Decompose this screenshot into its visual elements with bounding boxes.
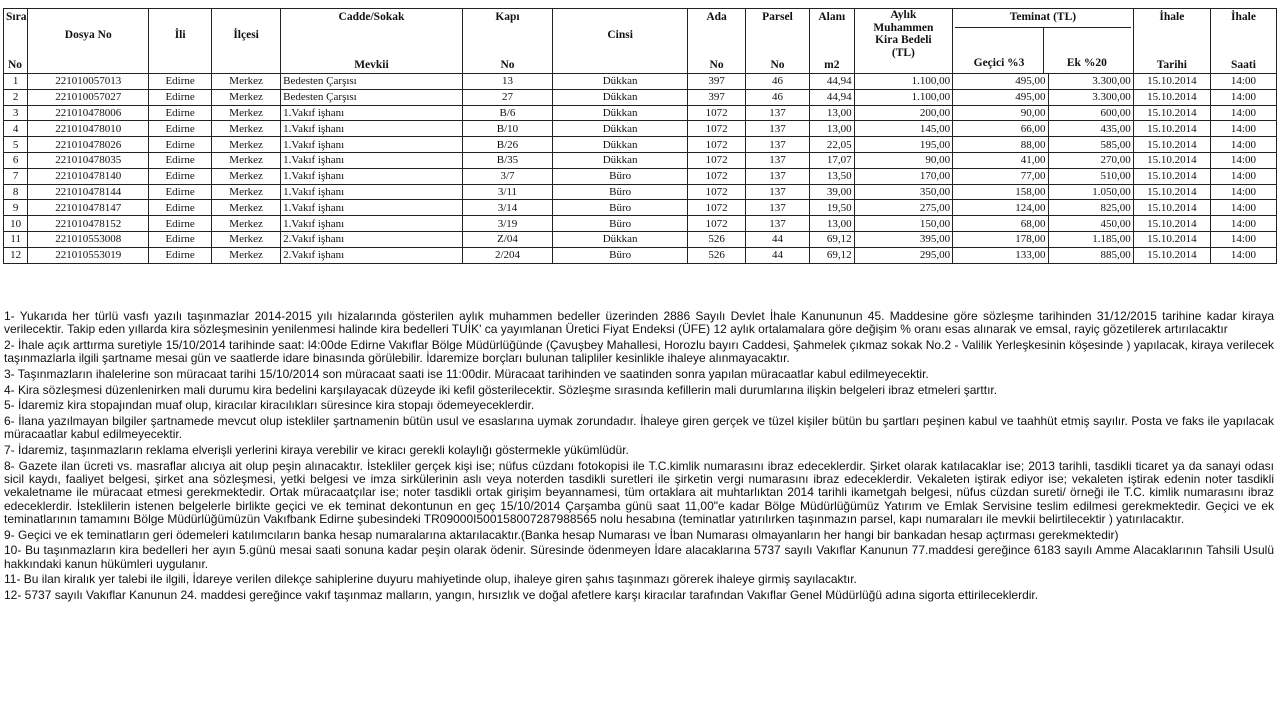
ihale-tarihi-cell: 15.10.2014 — [1133, 216, 1210, 232]
ek-teminat-cell: 1.185,00 — [1048, 231, 1133, 247]
sira-cell: 6 — [4, 152, 28, 168]
dosya-header-label: Dosya No — [64, 29, 112, 41]
col-header-ihale-tarihi — [1133, 9, 1210, 74]
parsel-no-cell: 137 — [746, 168, 810, 184]
gecici-teminat-cell: 133,00 — [953, 247, 1048, 263]
sira-cell: 4 — [4, 121, 28, 137]
dosya-no-cell: 221010478035 — [28, 152, 149, 168]
ada-header-top: Ada — [706, 11, 727, 23]
table-row — [4, 74, 1277, 90]
kapi-no-cell: 13 — [462, 74, 552, 90]
ilce-cell: Merkez — [212, 200, 281, 216]
parsel-header-top: Parsel — [762, 11, 793, 23]
ihale-tarihi-cell: 15.10.2014 — [1133, 200, 1210, 216]
alan-cell: 19,50 — [809, 200, 854, 216]
mevkii-cell: 2.Vakıf işhanı — [281, 247, 463, 263]
gecici-teminat-cell: 77,00 — [953, 168, 1048, 184]
ihale-tarihi-cell: 15.10.2014 — [1133, 247, 1210, 263]
condition-note: 4- Kira sözleşmesi düzenlenirken mali durumu kira bedelini karşılayacak düzeyde iki kefil gösterilecektir. Sözleşme sırasında kefillerin mali durumlarına ilişkin belgeleri ibraz etmeleri şarttır. — [4, 382, 998, 397]
gecici-teminat-cell: 495,00 — [953, 89, 1048, 105]
condition-note: 2- İhale açık arttırma suretiyle 15/10/2014 tarihinde saat: l4:00de Edirne Vakıflar Bölge Müdürlüğünde (Çavuşbey Mahallesi, Horozlu bayırı Caddesi, Şahmelek çıkmaz sokak No.2 - Valilik Yerleşkesinin köşesinde ) yapılacak, kiraya verilecek taşınmazlarla ilgili şartname mesai gün ve saatlerde idare binasında görülebilir. İdaremize borçları bulunan talipliler kesinlikle ihaleye alınmayacaktır. — [4, 337, 1274, 366]
dosya-no-cell: 221010478140 — [28, 168, 149, 184]
cinsi-cell: Dükkan — [553, 105, 688, 121]
sira-cell: 5 — [4, 137, 28, 153]
col-header-parsel-no — [746, 9, 810, 74]
ada-no-cell: 1072 — [688, 152, 746, 168]
kapi-no-cell: Z/04 — [462, 231, 552, 247]
alan-cell: 13,00 — [809, 105, 854, 121]
ihale-saati-cell: 14:00 — [1210, 121, 1276, 137]
ek-teminat-cell: 510,00 — [1048, 168, 1133, 184]
mevkii-cell: 1.Vakıf işhanı — [281, 216, 463, 232]
alani-header-bottom: m2 — [824, 59, 840, 71]
gecici-teminat-cell: 41,00 — [953, 152, 1048, 168]
ihale-saati-cell: 14:00 — [1210, 105, 1276, 121]
mevkii-cell: 1.Vakıf işhanı — [281, 184, 463, 200]
ihale-saati-cell: 14:00 — [1210, 184, 1276, 200]
ihale-tarihi-cell: 15.10.2014 — [1133, 74, 1210, 90]
parsel-no-cell: 44 — [746, 231, 810, 247]
cadde-header-top: Cadde/Sokak — [338, 11, 405, 23]
ilce-cell: Merkez — [212, 137, 281, 153]
ilce-cell: Merkez — [212, 89, 281, 105]
sira-header-bottom: No — [8, 59, 23, 71]
ada-no-cell: 526 — [688, 231, 746, 247]
il-cell: Edirne — [149, 105, 212, 121]
gecici-teminat-cell: 124,00 — [953, 200, 1048, 216]
dosya-no-cell: 221010057013 — [28, 74, 149, 90]
cinsi-header-label: Cinsi — [607, 29, 633, 41]
cinsi-cell: Büro — [553, 184, 688, 200]
col-header-teminat — [953, 9, 1134, 74]
parsel-no-cell: 44 — [746, 247, 810, 263]
ihale-saati-cell: 14:00 — [1210, 137, 1276, 153]
kapi-no-cell: B/35 — [462, 152, 552, 168]
ada-no-cell: 1072 — [688, 121, 746, 137]
mevkii-cell: 1.Vakıf işhanı — [281, 137, 463, 153]
ada-no-cell: 1072 — [688, 184, 746, 200]
cinsi-cell: Dükkan — [553, 137, 688, 153]
dosya-no-cell: 221010478010 — [28, 121, 149, 137]
kira-bedeli-cell: 90,00 — [854, 152, 952, 168]
dosya-no-cell: 221010478152 — [28, 216, 149, 232]
ihale-tarihi-cell: 15.10.2014 — [1133, 231, 1210, 247]
ilce-cell: Merkez — [212, 168, 281, 184]
table-row — [4, 89, 1277, 105]
ek-teminat-cell: 270,00 — [1048, 152, 1133, 168]
table-row — [4, 247, 1277, 263]
sira-cell: 10 — [4, 216, 28, 232]
cinsi-cell: Dükkan — [553, 74, 688, 90]
ihale-tarihi-header-top: İhale — [1159, 11, 1185, 23]
kapi-no-cell: 3/11 — [462, 184, 552, 200]
condition-note: 1- Yukarıda her türlü vasfı yazılı taşınmazlar 2014-2015 yılı hizalarında gösterilen aylık muhammen bedeller üzerinden 2886 Sayılı Devlet İhale Kanununun 45. Maddesine göre sözleşme tarihinden 31/12/2015 tarihine kadar kiraya verilecektir. Takip eden yıllarda kira sözleşmesinin yenilenmesi halinde kira bedelleri TUİK' ca yayımlanan Üretici Fiyat Endeksi (ÜFE) 12 aylık ortalamalara göre değişim % oranı esas alınarak ve emsal, rayiç gözetilerek artırılacaktır — [4, 309, 1274, 337]
parsel-no-cell: 46 — [746, 89, 810, 105]
ihale-saati-header-top: İhale — [1231, 11, 1256, 23]
ilce-cell: Merkez — [212, 231, 281, 247]
col-header-cadde-mevkii — [281, 9, 463, 74]
mevkii-cell: Bedesten Çarşısı — [281, 74, 463, 90]
cinsi-cell: Dükkan — [553, 231, 688, 247]
ili-header-label: İli — [174, 29, 186, 41]
parsel-no-cell: 137 — [746, 105, 810, 121]
kapi-no-cell: B/10 — [462, 121, 552, 137]
table-row — [4, 184, 1277, 200]
ihale-tarihi-cell: 15.10.2014 — [1133, 105, 1210, 121]
table-row — [4, 168, 1277, 184]
dosya-no-cell: 221010478147 — [28, 200, 149, 216]
alan-cell: 44,94 — [809, 74, 854, 90]
sira-cell: 7 — [4, 168, 28, 184]
il-cell: Edirne — [149, 152, 212, 168]
table-row — [4, 105, 1277, 121]
cinsi-cell: Dükkan — [553, 89, 688, 105]
kira-bedeli-cell: 200,00 — [854, 105, 952, 121]
ek-teminat-cell: 585,00 — [1048, 137, 1133, 153]
mevkii-cell: 1.Vakıf işhanı — [281, 200, 463, 216]
cinsi-cell: Büro — [553, 247, 688, 263]
alan-cell: 13,00 — [809, 216, 854, 232]
ihale-tarihi-cell: 15.10.2014 — [1133, 121, 1210, 137]
ihale-tarihi-cell: 15.10.2014 — [1133, 137, 1210, 153]
sira-cell: 12 — [4, 247, 28, 263]
sira-cell: 8 — [4, 184, 28, 200]
sira-cell: 2 — [4, 89, 28, 105]
parsel-no-cell: 46 — [746, 74, 810, 90]
ihale-saati-cell: 14:00 — [1210, 247, 1276, 263]
ek-header-label: Ek %20 — [1066, 57, 1107, 69]
ek-teminat-cell: 3.300,00 — [1048, 89, 1133, 105]
col-header-dosya-no — [28, 9, 149, 74]
cinsi-cell: Büro — [553, 216, 688, 232]
kira-bedeli-cell: 1.100,00 — [854, 89, 952, 105]
kira-bedeli-cell: 395,00 — [854, 231, 952, 247]
mevkii-cell: 1.Vakıf işhanı — [281, 152, 463, 168]
gecici-teminat-cell: 90,00 — [953, 105, 1048, 121]
col-header-kira-bedeli — [854, 9, 952, 74]
mevkii-cell: 2.Vakıf işhanı — [281, 231, 463, 247]
ada-no-cell: 1072 — [688, 216, 746, 232]
ihale-saati-cell: 14:00 — [1210, 152, 1276, 168]
dosya-no-cell: 221010478006 — [28, 105, 149, 121]
parsel-no-cell: 137 — [746, 200, 810, 216]
ada-header-bottom: No — [709, 59, 724, 71]
kira-bedeli-cell: 170,00 — [854, 168, 952, 184]
ek-teminat-cell: 435,00 — [1048, 121, 1133, 137]
kapi-no-cell: 3/14 — [462, 200, 552, 216]
ek-teminat-cell: 825,00 — [1048, 200, 1133, 216]
il-cell: Edirne — [149, 247, 212, 263]
ilce-cell: Merkez — [212, 247, 281, 263]
mevkii-cell: 1.Vakıf işhanı — [281, 168, 463, 184]
ada-no-cell: 397 — [688, 89, 746, 105]
table-row — [4, 137, 1277, 153]
cinsi-cell: Dükkan — [553, 121, 688, 137]
table-body — [4, 74, 1277, 264]
ihale-saati-cell: 14:00 — [1210, 231, 1276, 247]
alan-cell: 69,12 — [809, 247, 854, 263]
alan-cell: 69,12 — [809, 231, 854, 247]
ada-no-cell: 526 — [688, 247, 746, 263]
ek-teminat-cell: 600,00 — [1048, 105, 1133, 121]
table-row — [4, 200, 1277, 216]
kira-header-line3: Kira Bedeli — [875, 34, 932, 46]
ihale-saati-cell: 14:00 — [1210, 168, 1276, 184]
ek-teminat-cell: 3.300,00 — [1048, 74, 1133, 90]
ilce-cell: Merkez — [212, 105, 281, 121]
kira-header-lines — [857, 9, 950, 59]
ihale-saati-cell: 14:00 — [1210, 216, 1276, 232]
kapi-no-cell: B/6 — [462, 105, 552, 121]
ihale-tarihi-cell: 15.10.2014 — [1133, 152, 1210, 168]
ek-teminat-cell: 1.050,00 — [1048, 184, 1133, 200]
kapi-no-cell: 3/19 — [462, 216, 552, 232]
il-cell: Edirne — [149, 168, 212, 184]
dosya-no-cell: 221010553008 — [28, 231, 149, 247]
dosya-no-cell: 221010478144 — [28, 184, 149, 200]
dosya-no-cell: 221010553019 — [28, 247, 149, 263]
gecici-teminat-cell: 88,00 — [953, 137, 1048, 153]
col-header-alani — [809, 9, 854, 74]
table-row — [4, 152, 1277, 168]
cadde-header-bottom: Mevkii — [354, 59, 389, 71]
ihale-tarihi-cell: 15.10.2014 — [1133, 168, 1210, 184]
ilce-cell: Merkez — [212, 184, 281, 200]
gecici-teminat-cell: 495,00 — [953, 74, 1048, 90]
il-cell: Edirne — [149, 216, 212, 232]
condition-note: 11- Bu ilan kiralık yer talebi ile ilgili, İdareye verilen dilekçe sahiplerine duyuru mahiyetinde olup, ihaleye giren şahıs taşınmazı görerek ihaleye girmiş sayılacaktır. — [4, 572, 857, 587]
alan-cell: 44,94 — [809, 89, 854, 105]
condition-note: 8- Gazete ilan ücreti vs. masraflar alıcıya ait olup peşin alınacaktır. İstekliler gerçek kişi ise; nüfus cüzdanı fotokopisi ile T.C.kimlik numarasını ibraz edeceklerdir. Şirket olarak katılacaklar ise; 2013 tarihli, tasdikli ticaret ya da sanayi odası sicil kaydı, faaliyet belgesi, şirket ana sözleşmesi, yetki belgesi ve imza sirkülerinin aslı veya noterden tasdikli suretleri ile şirketin vergi numarasını ibraz edeceklerdir. Vekaleten iştirak ediyor ise; vekaleten iştirak edenin noter tasdikli vekaletname ile müracaat etmesi gerekmektedir. Ortak müracaatçılar ise; noter tasdikli ortak girişim beyannamesi, tüm ortaklara ait muhtarlıktan 2014 tarihli ikametgah belgesi, nüfus cüzdan sureti/ örneği ile T.C. kimlik numarasını ibraz edeceklerdir. İsteklilerin istenen belgelerle birlikte geçici ve ek teminat dekontunun en geç 15/10/2014 Çarşamba günü saat 11,00"e kadar Bölge Müdürlüğümüz Yatırım ve Emlak Servisine teslim edilmesi gerekmektedir. Geçici ve ek teminatlarının tamamını Bölge Müdürlüğümüzün Vakıfbank Edirne şubesindeki TR09000I500158007287988565 nolu hesabına (teminatlar yatırılırken taşınmazın parsel, kapı numaraları ile mevkii belirtilecektir ) yatırılacaktır. — [4, 458, 1274, 526]
ada-no-cell: 1072 — [688, 168, 746, 184]
kapi-header-top: Kapı — [495, 11, 520, 23]
parsel-no-cell: 137 — [746, 216, 810, 232]
condition-note: 3- Taşınmazların ihalelerine son müracaat tarihi 15/10/2014 son müracaat saati ise 11:00dir. Müracaat tarihinden ve saatinden sonra yapılan müracaatlar kabul edilmeyecektir. — [4, 366, 929, 381]
col-header-ili — [149, 9, 212, 74]
kira-bedeli-cell: 150,00 — [854, 216, 952, 232]
condition-note: 9- Geçici ve ek teminatların geri ödemeleri katılımcıların banka hesap numaralarına aktarılacaktır.(Banka hesap Numarası ve İban Numarası olmayanların her hangi bir bankadan hesap açtırması gerekmektedir) — [4, 527, 1119, 542]
tender-conditions-notes — [4, 310, 1274, 605]
col-header-kapi-no — [462, 9, 552, 74]
ihale-saati-cell: 14:00 — [1210, 200, 1276, 216]
il-cell: Edirne — [149, 184, 212, 200]
ihale-saati-cell: 14:00 — [1210, 89, 1276, 105]
il-cell: Edirne — [149, 231, 212, 247]
gecici-teminat-cell: 158,00 — [953, 184, 1048, 200]
kira-bedeli-cell: 350,00 — [854, 184, 952, 200]
alan-cell: 39,00 — [809, 184, 854, 200]
col-header-ada-no — [688, 9, 746, 74]
il-cell: Edirne — [149, 74, 212, 90]
gecici-header-label: Geçici %3 — [973, 57, 1025, 69]
teminat-subheader — [955, 27, 1131, 69]
mevkii-cell: 1.Vakıf işhanı — [281, 121, 463, 137]
sira-cell: 3 — [4, 105, 28, 121]
ada-no-cell: 397 — [688, 74, 746, 90]
ihale-tarihi-cell: 15.10.2014 — [1133, 89, 1210, 105]
col-header-ihale-saati — [1210, 9, 1276, 74]
kapi-no-cell: 3/7 — [462, 168, 552, 184]
parsel-no-cell: 137 — [746, 121, 810, 137]
condition-note: 10- Bu taşınmazların kira bedelleri her ayın 5.günü mesai saati sonuna kadar peşin olarak ödenir. Süresinde ödenmeyen İdare alacaklarına 5737 sayılı Vakıflar Kanunun 77.maddesi gereğince 6183 sayılı Amme Alacaklarının Tahsili Usulü hakkındaki kanun hükümleri uygulanır. — [4, 543, 1274, 571]
ada-no-cell: 1072 — [688, 105, 746, 121]
sira-header-top: Sıra — [6, 11, 27, 23]
dosya-no-cell: 221010478026 — [28, 137, 149, 153]
sira-cell: 1 — [4, 74, 28, 90]
table-header-row — [4, 9, 1277, 74]
cinsi-cell: Büro — [553, 200, 688, 216]
property-listing-table — [3, 8, 1277, 264]
parsel-no-cell: 137 — [746, 137, 810, 153]
ek-teminat-cell: 885,00 — [1048, 247, 1133, 263]
ihale-tarihi-header-bottom: Tarihi — [1156, 59, 1187, 71]
kira-header-line2: Muhammen — [873, 21, 934, 34]
ilcesi-header-label: İlçesi — [233, 29, 259, 41]
ilce-cell: Merkez — [212, 74, 281, 90]
gecici-teminat-cell: 66,00 — [953, 121, 1048, 137]
alan-cell: 22,05 — [809, 137, 854, 153]
kapi-no-cell: 2/204 — [462, 247, 552, 263]
parsel-header-bottom: No — [770, 59, 785, 71]
il-cell: Edirne — [149, 137, 212, 153]
condition-note: 12- 5737 sayılı Vakıflar Kanunun 24. maddesi gereğince vakıf taşınmaz malların, yangın, hırsızlık ve doğal afetlere karşı kiracılar tarafından Vakıflar Genel Müdürlüğü adına sigorta ettirileceklerdir. — [4, 587, 1039, 602]
ihale-tarihi-cell: 15.10.2014 — [1133, 184, 1210, 200]
ilce-cell: Merkez — [212, 152, 281, 168]
mevkii-cell: Bedesten Çarşısı — [281, 89, 463, 105]
il-cell: Edirne — [149, 200, 212, 216]
kira-header-line1: Aylık — [890, 9, 917, 21]
table-row — [4, 121, 1277, 137]
alan-cell: 13,00 — [809, 121, 854, 137]
ada-no-cell: 1072 — [688, 137, 746, 153]
kira-bedeli-cell: 1.100,00 — [854, 74, 952, 90]
table-row — [4, 216, 1277, 232]
col-header-ilcesi — [212, 9, 281, 74]
ihale-saati-header-bottom: Saati — [1231, 59, 1256, 71]
kira-header-line4: (TL) — [891, 46, 915, 59]
sira-cell: 11 — [4, 231, 28, 247]
ek-teminat-cell: 450,00 — [1048, 216, 1133, 232]
kira-bedeli-cell: 195,00 — [854, 137, 952, 153]
kapi-header-bottom: No — [500, 59, 515, 71]
condition-note: 5- İdaremiz kira stopajından muaf olup, kiracılar kiracılıkları süresince kira stopajı ödemeyeceklerdir. — [4, 398, 535, 413]
cinsi-cell: Büro — [553, 168, 688, 184]
col-header-cinsi — [553, 9, 688, 74]
ihale-saati-cell: 14:00 — [1210, 74, 1276, 90]
ilce-cell: Merkez — [212, 216, 281, 232]
kira-bedeli-cell: 275,00 — [854, 200, 952, 216]
condition-note: 6- İlana yazılmayan bilgiler şartnamede mevcut olup istekliler şartnamenin bütün usul ve esaslarına uymak zorundadır. İhaleye giren gerçek ve tüzel kişiler bütün bu şartları peşinen kabul ve taahhüt etmiş sayılır. Posta ve faks ile yapılacak müracaatlar kabul edilmeyecektir. — [4, 414, 1274, 442]
alan-cell: 13,50 — [809, 168, 854, 184]
ilce-cell: Merkez — [212, 121, 281, 137]
alan-cell: 17,07 — [809, 152, 854, 168]
parsel-no-cell: 137 — [746, 152, 810, 168]
parsel-no-cell: 137 — [746, 184, 810, 200]
gecici-teminat-cell: 68,00 — [953, 216, 1048, 232]
col-header-sira — [4, 9, 28, 74]
sira-cell: 9 — [4, 200, 28, 216]
kapi-no-cell: B/26 — [462, 137, 552, 153]
kapi-no-cell: 27 — [462, 89, 552, 105]
table-row — [4, 231, 1277, 247]
condition-note: 7- İdaremiz, taşınmazların reklama elverişli yerlerini kiraya verebilir ve kiracı gerekli kolaylığı göstermekle yükümlüdür. — [4, 443, 629, 458]
kira-bedeli-cell: 295,00 — [854, 247, 952, 263]
gecici-teminat-cell: 178,00 — [953, 231, 1048, 247]
il-cell: Edirne — [149, 121, 212, 137]
il-cell: Edirne — [149, 89, 212, 105]
alani-header-top: Alanı — [818, 11, 846, 23]
mevkii-cell: 1.Vakıf işhanı — [281, 105, 463, 121]
cinsi-cell: Dükkan — [553, 152, 688, 168]
teminat-header-label: Teminat (TL) — [1009, 11, 1077, 23]
kira-bedeli-cell: 145,00 — [854, 121, 952, 137]
ada-no-cell: 1072 — [688, 200, 746, 216]
dosya-no-cell: 221010057027 — [28, 89, 149, 105]
